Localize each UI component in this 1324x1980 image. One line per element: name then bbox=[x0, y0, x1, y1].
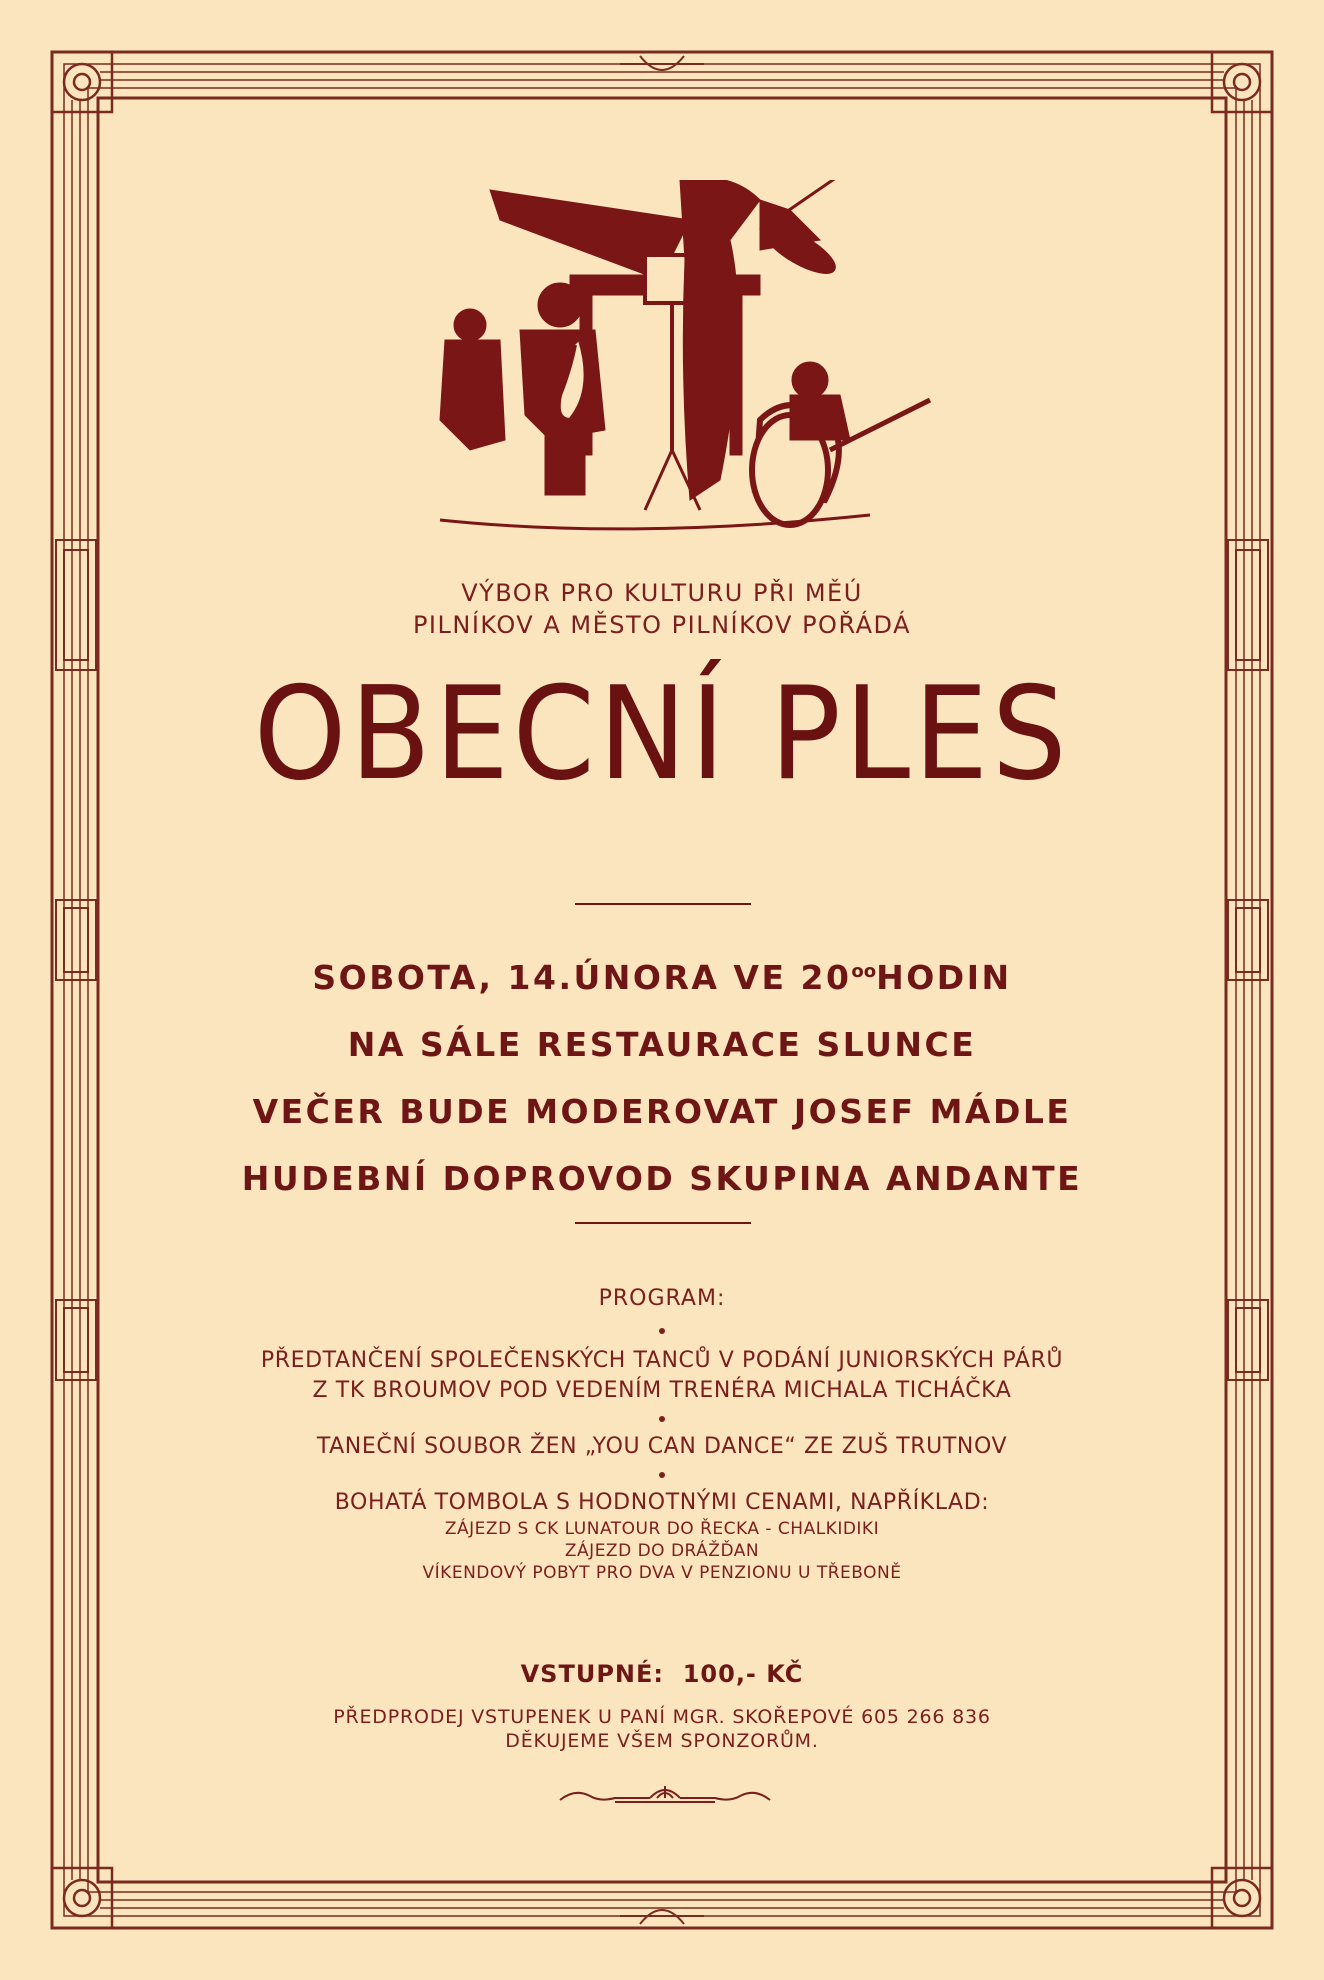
prize-item: ZÁJEZD S CK LUNATOUR DO ŘECKA - CHALKIDIKI bbox=[444, 1519, 880, 1539]
divider-top bbox=[575, 903, 751, 905]
program-heading: PROGRAM: bbox=[598, 1286, 726, 1311]
jazz-band-illustration bbox=[430, 180, 950, 555]
admission-label: VSTUPNÉ: bbox=[520, 1660, 664, 1688]
program-item-3: BOHATÁ TOMBOLA S HODNOTNÝMI CENAMI, NAPŘÍKLAD: bbox=[334, 1490, 990, 1515]
event-date-main: SOBOTA, 14.ÚNORA VE 20 bbox=[312, 958, 852, 997]
divider-bottom bbox=[575, 1222, 751, 1224]
admission-fee bbox=[120, 1660, 1204, 1688]
flourish-ornament bbox=[555, 1782, 775, 1808]
event-music: HUDEBNÍ DOPROVOD SKUPINA ANDANTE bbox=[241, 1159, 1083, 1198]
prize-item: ZÁJEZD DO DRÁŽĎAN bbox=[564, 1541, 760, 1561]
organizer-line-2: PILNÍKOV A MĚSTO PILNÍKOV POŘÁDÁ bbox=[412, 611, 912, 639]
organizer-line-1: VÝBOR PRO KULTURU PŘI MĚÚ bbox=[461, 579, 863, 607]
program-item-2: TANEČNÍ SOUBOR ŽEN „YOU CAN DANCE“ ZE ZUŠ TRUTNOV bbox=[316, 1434, 1008, 1459]
event-date-suffix: HODIN bbox=[876, 958, 1012, 997]
event-date bbox=[120, 938, 1204, 1011]
thanks-line: DĚKUJEME VŠEM SPONZORŮM. bbox=[505, 1730, 819, 1752]
prize-item: VÍKENDOVÝ POBYT PRO DVA V PENZIONU U TŘEBONĚ bbox=[422, 1563, 902, 1583]
presale-info bbox=[120, 1705, 1204, 1753]
admission-price: 100,- KČ bbox=[682, 1660, 804, 1688]
event-venue: NA SÁLE RESTAURACE SLUNCE bbox=[347, 1025, 977, 1064]
event-host: VEČER BUDE MODEROVAT JOSEF MÁDLE bbox=[252, 1092, 1072, 1131]
event-details bbox=[120, 938, 1204, 1212]
program-item-1-line-2: Z TK BROUMOV POD VEDENÍM TRENÉRA MICHALA TICHÁČKA bbox=[312, 1378, 1012, 1403]
organizer-text bbox=[120, 577, 1204, 641]
event-date-minutes: oo bbox=[851, 961, 877, 982]
program-item-1-line-1: PŘEDTANČENÍ SPOLEČENSKÝCH TANCŮ V PODÁNÍ JUNIORSKÝCH PÁRŮ bbox=[260, 1348, 1064, 1373]
event-title: OBECNÍ PLES bbox=[253, 660, 1071, 809]
presale-line: PŘEDPRODEJ VSTUPENEK U PANÍ MGR. SKOŘEPOVÉ 605 266 836 bbox=[333, 1706, 991, 1728]
program-section bbox=[120, 1284, 1204, 1584]
